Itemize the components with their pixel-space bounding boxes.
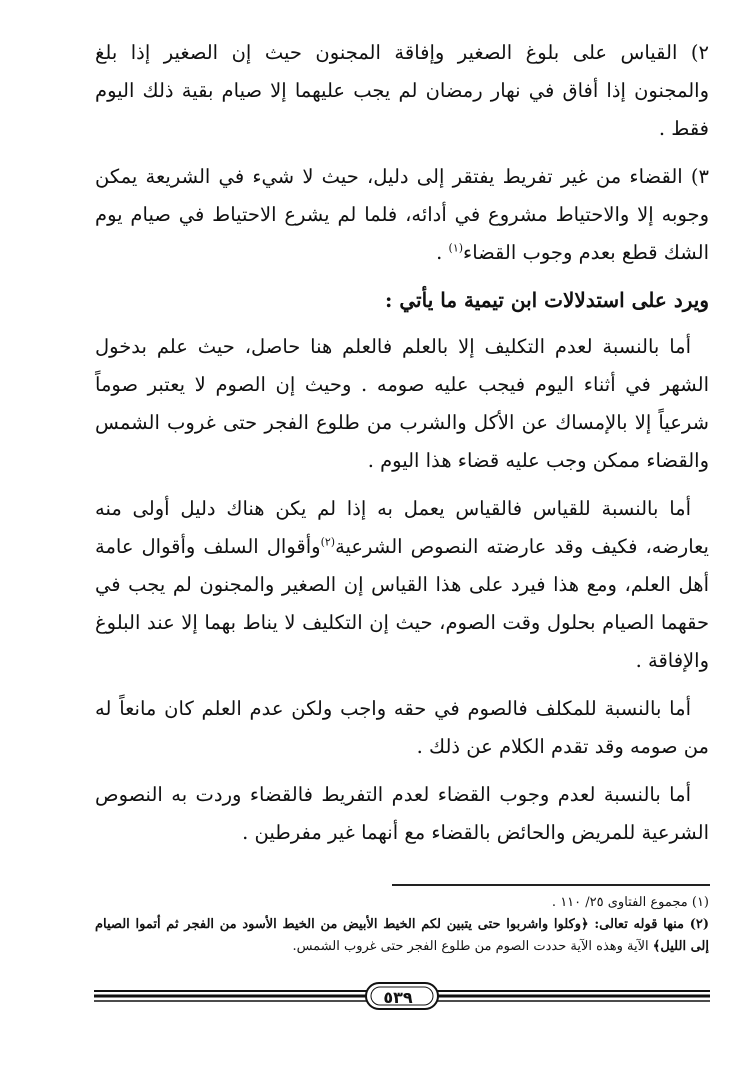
paragraph-tafrit-text: أما بالنسبة لعدم وجوب القضاء لعدم التفريط فالقضاء وردت به النصوص الشرعية للمريض والحائض بالقضاء مع أنهما غير مفرطين . — [95, 783, 709, 844]
footnote-2 — [95, 914, 709, 958]
footnotes — [95, 892, 709, 958]
footnote-ref-1[interactable]: (١) — [448, 241, 464, 255]
paragraph-tafrit — [95, 776, 709, 852]
footnote-2-tail: الآية وهذه الآية حددت الصوم من طلوع الفجر حتى غروب الشمس. — [292, 939, 653, 954]
paragraph-qiyas-text: ٢) القياس على بلوغ الصغير وإفاقة المجنون حيث إن الصغير إذا بلغ والمجنون إذا أفاق في نهار رمضان لم يجب عليهما إلا صيام بقية ذلك اليوم فقط . — [95, 41, 709, 140]
footnote-1: (١) مجموع الفتاوى ٢٥/ ١١٠ . — [551, 895, 709, 910]
paragraph-qiyas-reply-b: وأقوال السلف وأقوال عامة أهل العلم، ومع هذا فيرد على هذا القياس إن الصغير والمجنون لم يجب في حقهما الصيام بحلول وقت الصوم، حيث إن التكليف لا يناط بهما إلا عند البلوغ والإفاقة . — [95, 535, 709, 672]
paragraph-qada — [95, 158, 709, 272]
section-heading: ويرد على استدلالات ابن تيمية ما يأتي : — [385, 288, 709, 312]
paragraph-qada-end: . — [436, 241, 449, 264]
paragraph-ilm-text: أما بالنسبة لعدم التكليف إلا بالعلم فالعلم هنا حاصل، حيث علم بدخول الشهر في أثناء اليوم فيجب عليه صومه . وحيث إن الصوم لا يعتبر صوماً شرعياً إلا بالإمساك عن الأكل والشرب من طلوع الفجر حتى غروب الشمس والقضاء ممكن وجب عليه قضاء هذا اليوم . — [95, 335, 709, 472]
paragraph-qiyas — [95, 34, 709, 148]
paragraph-ilm — [95, 328, 709, 480]
footnote-divider — [392, 884, 710, 886]
page-number: ٥٣٩ — [383, 988, 413, 1007]
footnote-2-quote: ﴿وكلوا واشربوا حتى يتبين لكم الخيط الأبيض من الخيط الأسود من الفجر ثم أتموا الصيام إلى الليل﴾ — [95, 917, 709, 954]
paragraph-qada-text: ٣) القضاء من غير تفريط يفتقر إلى دليل، حيث لا شيء في الشريعة يمكن وجوبه إلا والاحتياط مشروع في أدائه، فلما لم يشرع الاحتياط في صيام يوم الشك قطع بعدم وجوب القضاء — [95, 165, 709, 264]
paragraph-qiyas-reply-a: أما بالنسبة للقياس فالقياس يعمل به إذا لم يكن هناك دليل أولى منه يعارضه، فكيف وقد عارضته النصوص الشرعية — [95, 497, 709, 558]
page-body — [95, 34, 709, 862]
paragraph-mukallaf — [95, 690, 709, 766]
paragraph-qiyas-reply — [95, 490, 709, 680]
footnote-ref-2[interactable]: (٢) — [320, 535, 336, 549]
paragraph-mukallaf-text: أما بالنسبة للمكلف فالصوم في حقه واجب ولكن عدم العلم كان مانعاً له من صومه وقد تقدم الكلام عن ذلك . — [95, 697, 709, 758]
footnote-2-lead: (٢) منها قوله تعالى: — [588, 917, 709, 932]
